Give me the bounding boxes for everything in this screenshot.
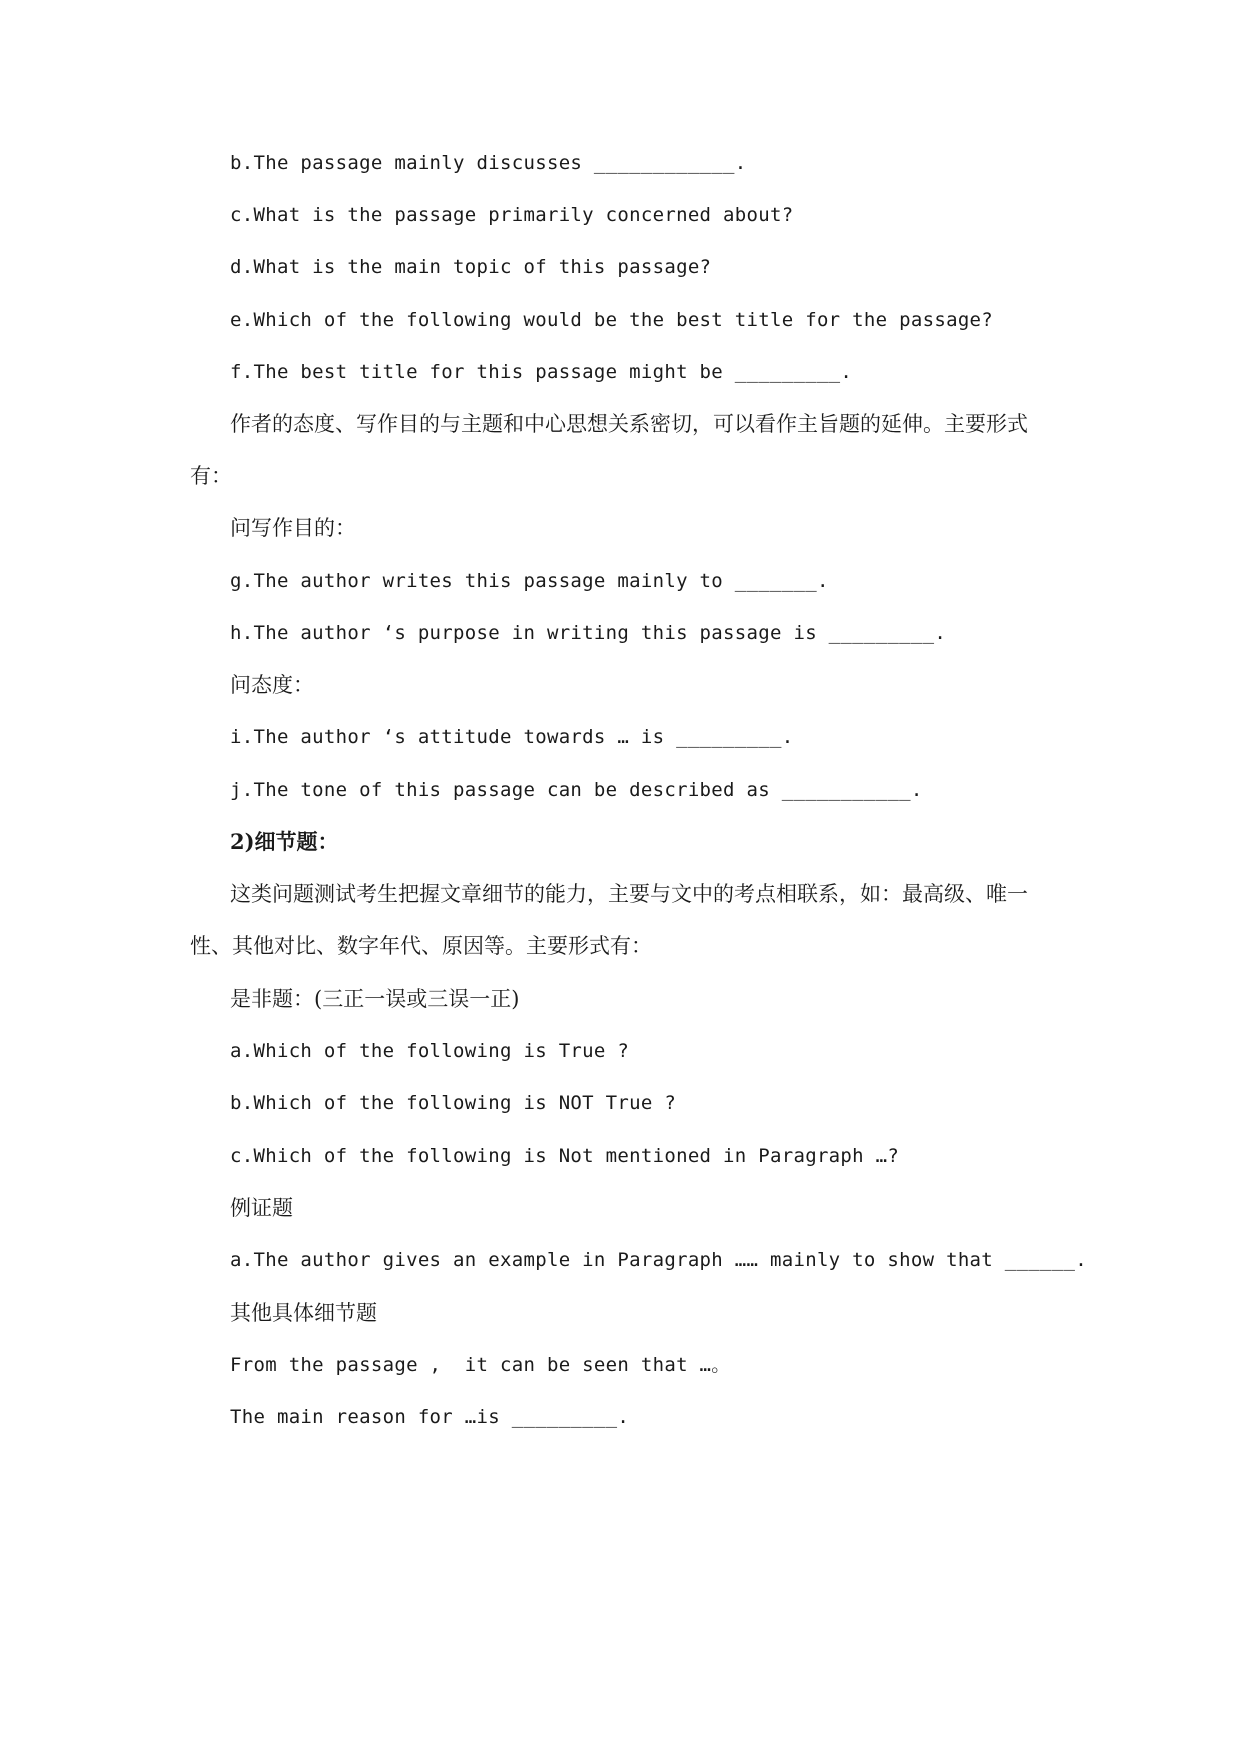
question-j-tone: j.The tone of this passage can be described as ___________. — [230, 779, 923, 801]
question-f-best-title-might-be: f.The best title for this passage might be _________. — [230, 361, 853, 383]
question-b-main-discussion: b.The passage mainly discusses ____________. — [230, 152, 747, 174]
paragraph-detail-intro-continued: 性、其他对比、数字年代、原因等。主要形式有： — [190, 934, 652, 958]
heading-writing-purpose: 问写作目的： — [230, 516, 356, 540]
question-c-primary-concern: c.What is the passage primarily concerned about? — [230, 204, 794, 226]
question-g-author-writes-to: g.The author writes this passage mainly to _______. — [230, 570, 829, 592]
heading-true-false: 是非题：(三正一误或三误一正) — [230, 987, 520, 1011]
question-i-author-attitude: i.The author ‘s attitude towards … is _________. — [230, 726, 794, 748]
paragraph-attitude-purpose-intro-continued: 有： — [190, 464, 232, 488]
question-h-author-purpose: h.The author ‘s purpose in writing this passage is _________. — [230, 622, 947, 644]
question-c-not-mentioned: c.Which of the following is Not mentioned in Paragraph …? — [230, 1145, 900, 1167]
heading-other-detail-questions: 其他具体细节题 — [230, 1301, 377, 1325]
question-a-which-true: a.Which of the following is True ? — [230, 1040, 630, 1062]
question-e-best-title: e.Which of the following would be the best title for the passage? — [230, 309, 994, 331]
section-heading-detail-questions: 2)细节题： — [230, 829, 339, 854]
question-d-main-topic: d.What is the main topic of this passage? — [230, 256, 712, 278]
paragraph-detail-intro: 这类问题测试考生把握文章细节的能力，主要与文中的考点相联系，如：最高级、唯一 — [230, 882, 1028, 906]
question-a-example-to-show: a.The author gives an example in Paragraph …… mainly to show that ______. — [230, 1249, 1087, 1271]
question-main-reason: The main reason for …is _________. — [230, 1406, 630, 1428]
heading-example-questions: 例证题 — [230, 1196, 293, 1220]
paragraph-attitude-purpose-intro: 作者的态度、写作目的与主题和中心思想关系密切，可以看作主旨题的延伸。主要形式 — [230, 412, 1028, 436]
question-from-passage-seen: From the passage , it can be seen that …。 — [230, 1354, 731, 1376]
question-b-which-not-true: b.Which of the following is NOT True ? — [230, 1092, 677, 1114]
heading-attitude: 问态度： — [230, 673, 314, 697]
